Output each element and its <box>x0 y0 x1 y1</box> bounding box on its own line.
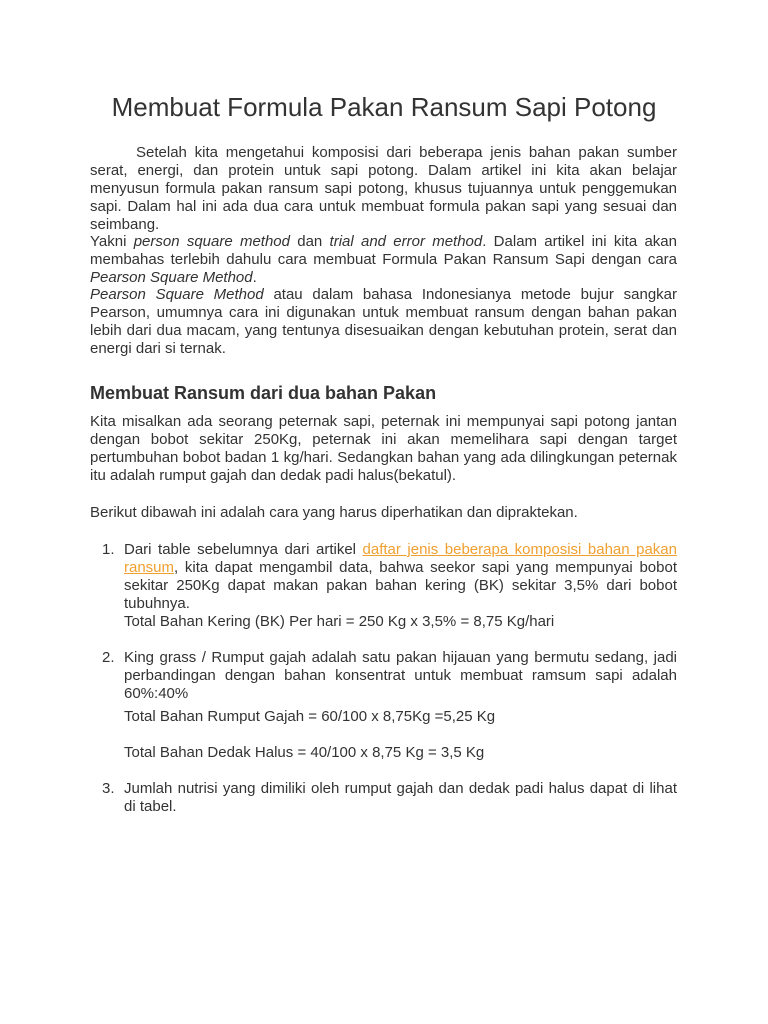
intro-p2-emphasis-2: trial and error method <box>329 233 483 250</box>
intro-paragraph-2 <box>90 233 677 287</box>
intro-paragraph-3 <box>90 286 677 358</box>
steps-list <box>90 541 677 816</box>
list-item-number: 2. <box>102 649 115 666</box>
step-2-calculation-1: Total Bahan Rumput Gajah = 60/100 x 8,75Kg =5,25 Kg <box>124 708 496 725</box>
step-1-text-a: Dari table sebelumnya dari artikel <box>124 541 363 558</box>
step-2-text: King grass / Rumput gajah adalah satu pakan hijauan yang bermutu sedang, jadi perbandingan dengan bahan konsentrat untuk membuat ramsum sapi adalah 60%:40% <box>124 649 677 702</box>
page-title: Membuat Formula Pakan Ransum Sapi Potong <box>111 92 657 122</box>
intro-p2-text-c: . Dalam artikel ini kita akan membahas terlebih dahulu cara membuat Formula Pakan Ransum Sapi dengan cara <box>90 233 677 268</box>
section-paragraph-2: Berikut dibawah ini adalah cara yang harus diperhatikan dan dipraktekan. <box>90 504 578 521</box>
intro-paragraph-1: Setelah kita mengetahui komposisi dari beberapa jenis bahan pakan sumber serat, energi, dan protein untuk sapi potong. Dalam artikel ini kita akan belajar menyusun formula pakan ransum sapi potong, khusus tujuannya untuk penggemukan sapi. Dalam hal ini ada dua cara untuk membuat formula pakan sapi yang sesuai dan seimbang. <box>90 144 677 233</box>
section-heading: Membuat Ransum dari dua bahan Pakan <box>90 383 437 403</box>
list-item <box>90 649 677 762</box>
step-1-text-b: , kita dapat mengambil data, bahwa seekor sapi yang mempunyai bobot sekitar 250Kg dapat makan pakan bahan kering (BK) sekitar 3,5% dari bobot tubuhnya. <box>124 559 677 612</box>
list-item <box>90 541 677 631</box>
intro-p3-text: atau dalam bahasa Indonesianya metode bujur sangkar Pearson, umumnya cara ini digunakan untuk membuat ransum dengan bahan pakan lebih dari dua macam, yang tentunya disesuaikan dengan kebutuhan protein, serat dan energi dari si ternak. <box>90 286 678 357</box>
intro-p2-text-b: dan <box>289 233 330 250</box>
step-1-calculation: Total Bahan Kering (BK) Per hari = 250 Kg x 3,5% = 8,75 Kg/hari <box>124 613 555 630</box>
step-3-text: Jumlah nutrisi yang dimiliki oleh rumput gajah dan dedak padi halus dapat di lihat di tabel. <box>124 780 677 815</box>
intro-p2-text-a: Yakni <box>90 233 134 250</box>
article-link[interactable]: daftar jenis beberapa komposisi bahan pakan ransum <box>124 541 677 576</box>
intro-p2-text-d: . <box>252 269 257 286</box>
spacer <box>124 726 677 744</box>
intro-p3-emphasis: Pearson Square Method <box>90 286 264 303</box>
list-item-number: 1. <box>102 541 115 558</box>
section-paragraph-1: Kita misalkan ada seorang peternak sapi, peternak ini mempunyai sapi potong jantan dengan bobot sekitar 250Kg, peternak ini akan memelihara sapi dengan target pertumbuhan bobot badan 1 kg/hari. Sedangkan bahan yang ada dilingkungan peternak itu adalah rumput gajah dan dedak padi halus(bekatul). <box>90 413 677 484</box>
intro-p2-emphasis-3: Pearson Square Method <box>90 269 253 286</box>
intro-p2-emphasis-1: person square method <box>133 233 290 250</box>
list-item <box>90 780 677 816</box>
step-2-calculation-2: Total Bahan Dedak Halus = 40/100 x 8,75 Kg = 3,5 Kg <box>124 744 485 761</box>
list-item-number: 3. <box>102 780 115 797</box>
